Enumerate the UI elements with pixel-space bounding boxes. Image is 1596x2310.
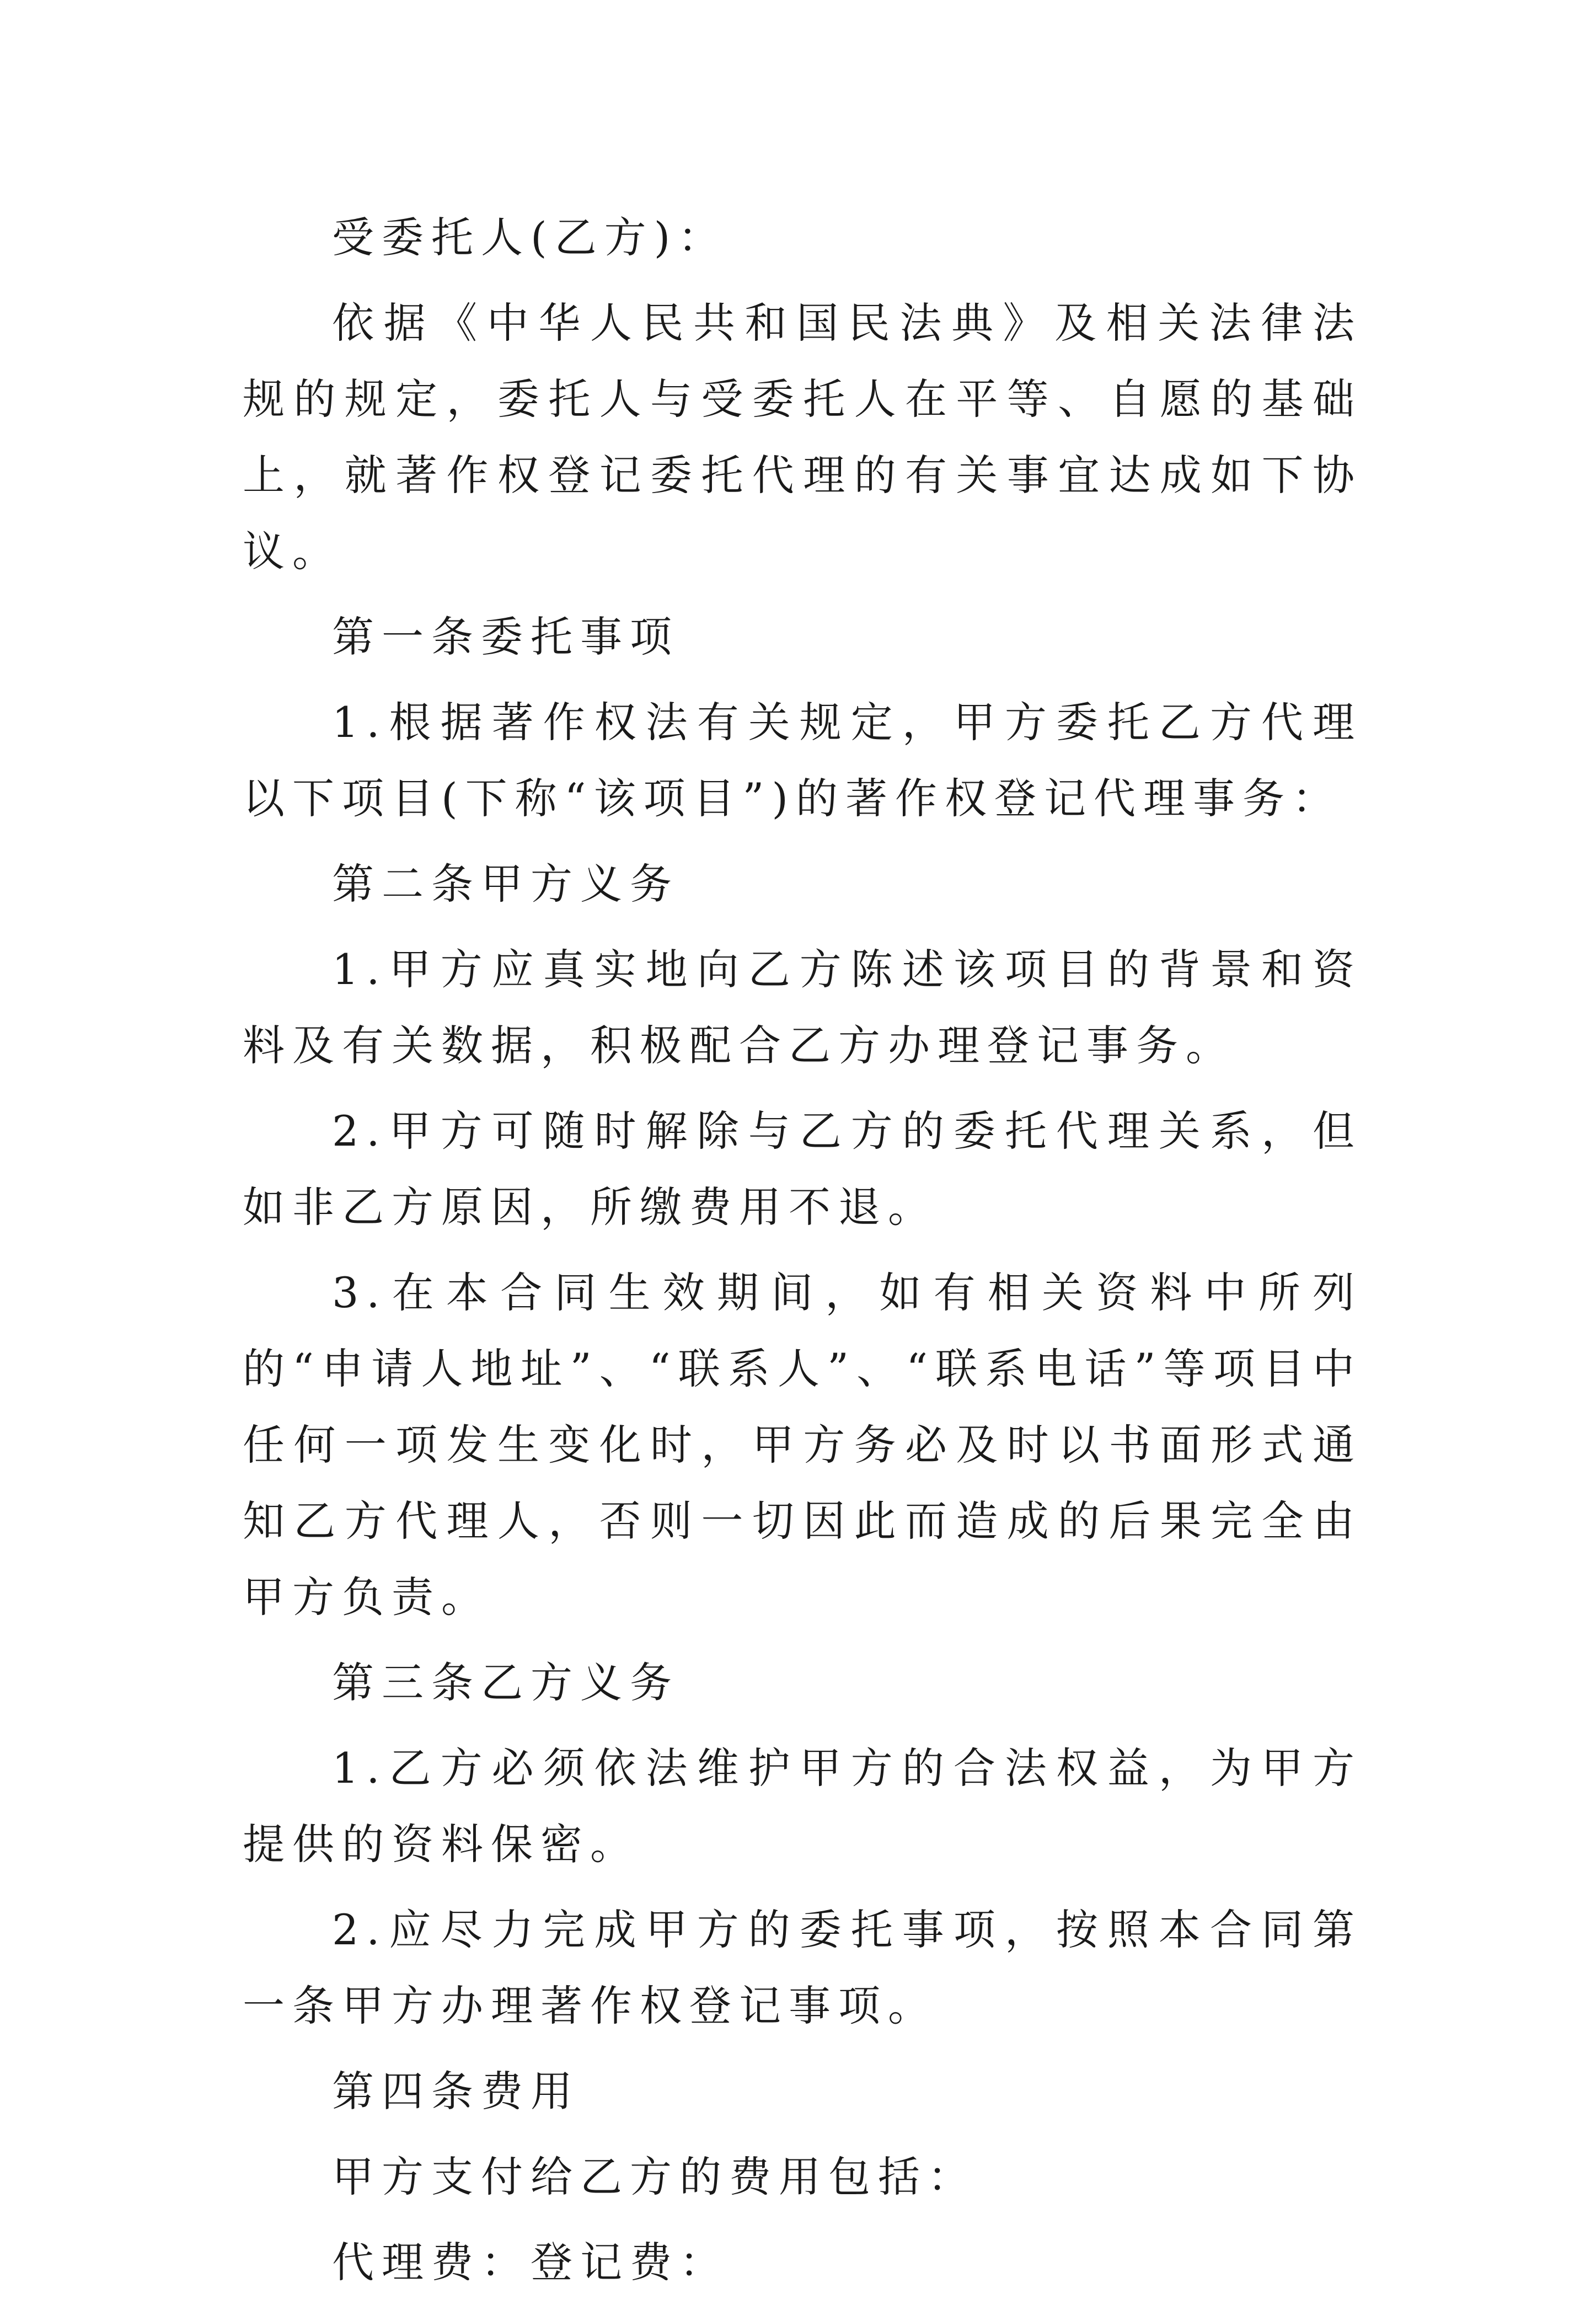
article-2-clause-3: 3.在本合同生效期间，如有相关资料中所列的“申请人地址”、“联系人”、“联系电话”等项目中任何一项发生变化时，甲方务必及时以书面形式通知乙方代理人，否则一切因此而造成的后果完全由甲方负责。 <box>243 1268 1362 1622</box>
article-4-heading: 第四条费用 <box>332 2067 580 2116</box>
document-body <box>243 200 1362 2310</box>
fees-items: 代理费：登记费： <box>332 2238 729 2287</box>
party-b-line: 受委托人(乙方)： <box>332 213 728 262</box>
fees-intro: 甲方支付给乙方的费用包括： <box>332 2152 977 2201</box>
preamble-paragraph: 依据《中华人民共和国民法典》及相关法律法规的规定，委托人与受委托人在平等、自愿的基础上，就著作权登记委托代理的有关事宜达成如下协议。 <box>243 298 1362 576</box>
article-3-heading: 第三条乙方义务 <box>332 1658 679 1707</box>
article-3-clause-2: 2.应尽力完成甲方的委托事项，按照本合同第一条甲方办理著作权登记事项。 <box>243 1905 1362 2030</box>
article-2-heading: 第二条甲方义务 <box>332 859 679 908</box>
article-2-clause-1: 1.甲方应真实地向乙方陈述该项目的背景和资料及有关数据，积极配合乙方办理登记事务。 <box>243 945 1362 1070</box>
article-3-clause-1: 1.乙方必须依法维护甲方的合法权益，为甲方提供的资料保密。 <box>243 1744 1362 1869</box>
article-1-heading: 第一条委托事项 <box>332 612 679 661</box>
article-1-clause-1: 1.根据著作权法有关规定，甲方委托乙方代理以下项目(下称“该项目”)的著作权登记代理事务： <box>243 698 1362 823</box>
article-2-clause-2: 2.甲方可随时解除与乙方的委托代理关系，但如非乙方原因，所缴费用不退。 <box>243 1106 1362 1232</box>
